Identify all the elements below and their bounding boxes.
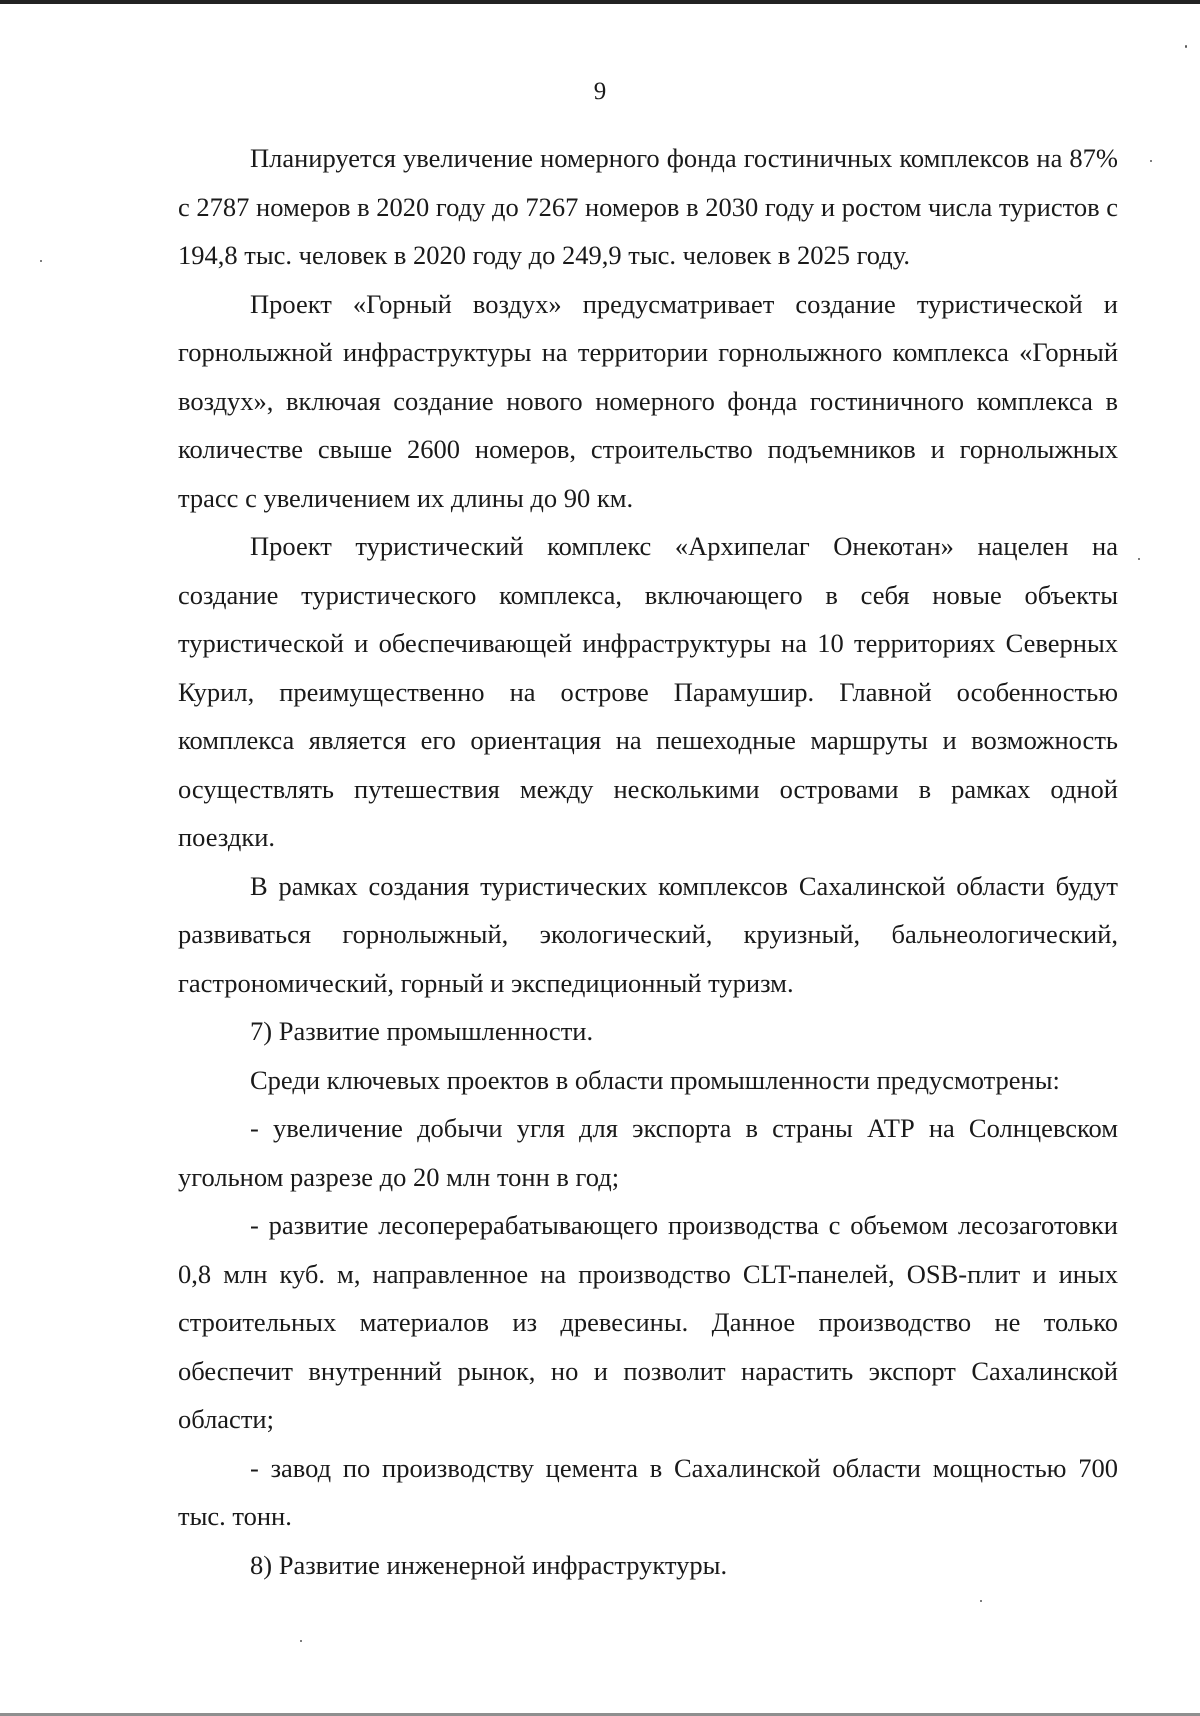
list-item-cement: - завод по производству цемента в Сахалинской области мощностью 700 тыс. тонн. — [178, 1452, 1118, 1531]
scan-top-border — [0, 0, 1200, 4]
scan-speck — [980, 1600, 982, 1602]
scan-speck — [300, 1640, 302, 1642]
paragraph-onekotan: Проект туристический комплекс «Архипелаг Онекотан» нацелен на создание туристического комплекса, включающего в себя новые объекты туристической и обеспечивающей инфраструктуры на 10 территориях Северных Курил, преимущественно на острове Парамушир. Главной особенностью комплекса является его ориентация на пешеходные маршруты и возможность осуществлять путешествия между несколькими островами в рамках одной поездки. — [178, 531, 1118, 852]
paragraph-gorny-vozdukh: Проект «Горный воздух» предусматривает создание туристической и горнолыжной инфраструктуры на территории горнолыжного комплекса «Горный воздух», включая создание нового номерного фонда гостиничного комплекса в количестве свыше 2600 номеров, строительство подъемников и горнолыжных трасс с увеличением их длины до 90 км. — [178, 288, 1118, 513]
paragraph-tourism-types: В рамках создания туристических комплексов Сахалинской области будут развиваться горнолыжный, экологический, круизный, бальнеологический, гастрономический, горный и экспедиционный туризм. — [178, 870, 1118, 998]
scan-speck — [1138, 558, 1140, 560]
heading-engineering: 8) Развитие инженерной инфраструктуры. — [250, 1549, 728, 1580]
document-body — [178, 134, 1118, 1589]
paragraph-hotel-capacity: Планируется увеличение номерного фонда гостиничных комплексов на 87% с 2787 номеров в 2020 году до 7267 номеров в 2030 году и ростом числа туристов с 194,8 тыс. человек в 2020 году до 249,9 тыс. человек в 2025 году. — [178, 143, 1118, 270]
list-item-coal: - увеличение добычи угля для экспорта в страны АТР на Солнцевском угольном разрезе до 20 млн тонн в год; — [178, 1113, 1118, 1192]
paragraph-industry-intro: Среди ключевых проектов в области промышленности предусмотрены: — [250, 1064, 1060, 1095]
scan-speck — [1150, 160, 1152, 162]
page-number: 9 — [593, 78, 607, 105]
heading-industry: 7) Развитие промышленности. — [250, 1016, 594, 1046]
scan-speck — [40, 260, 42, 262]
scan-speck — [1185, 45, 1187, 48]
list-item-timber: - развитие лесоперерабатывающего производства с объемом лесозаготовки 0,8 млн куб. м, направленное на производство CLT-панелей, OSB-плит и иных строительных материалов из древесины. Данное производство не только обеспечит внутренний рынок, но и позволит нарастить экспорт Сахалинской области; — [178, 1210, 1118, 1434]
